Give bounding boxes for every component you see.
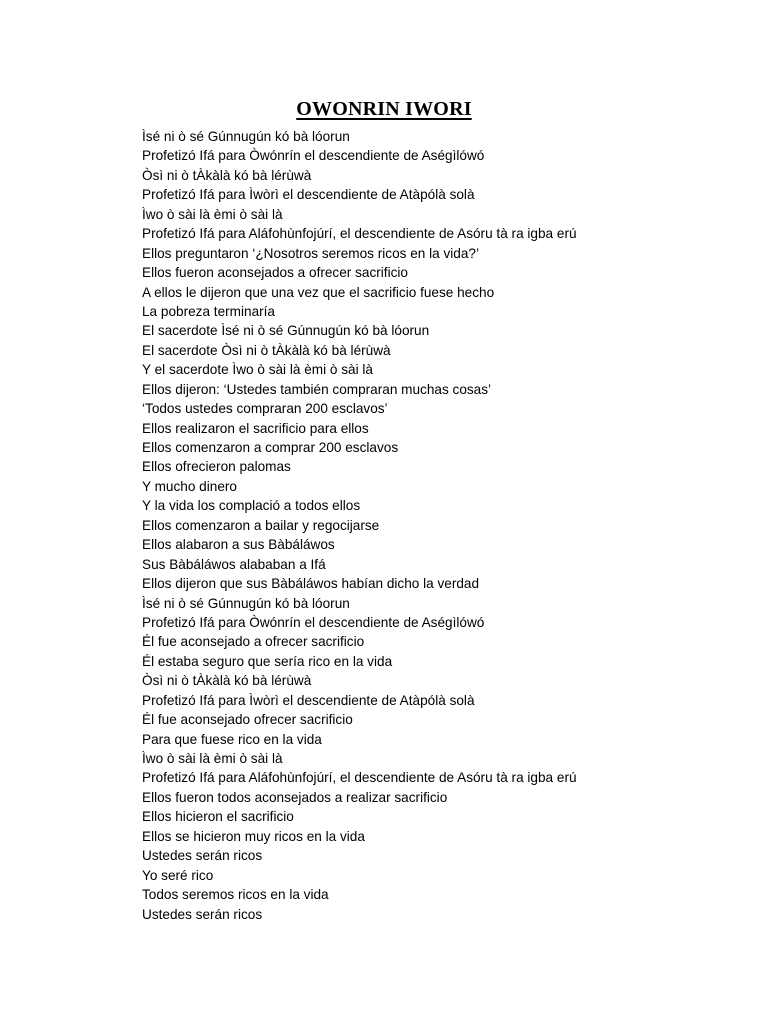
verse-line: Ustedes serán ricos [142, 906, 263, 922]
verse-line: Ìsé ni ò sé Gúnnugún kó bà lóorun [142, 129, 350, 144]
verse-line: El sacerdote Ìsé ni ò sé Gúnnugún kó bà lóorun [142, 323, 430, 339]
verse-text [142, 127, 742, 924]
verse-line: Profetizó Ifá para Òwónrín el descendiente de Aségìlówó [142, 614, 485, 630]
verse-line: Para que fuese rico en la vida [142, 731, 322, 747]
verse-line: ‘Todos ustedes compraran 200 esclavos’ [142, 401, 388, 417]
verse-line: Ellos hicieron el sacrificio [142, 809, 294, 825]
verse-line: Él estaba seguro que sería rico en la vida [142, 653, 393, 669]
verse-line: Ellos fueron aconsejados a ofrecer sacrificio [142, 265, 408, 281]
document-title: OWONRIN IWORI [296, 98, 472, 120]
verse-line: Ellos ofrecieron palomas [142, 459, 291, 475]
verse-line: Ellos alabaron a sus Bàbáláwos [142, 537, 335, 553]
verse-line: Profetizó Ifá para Aláfohùnfojúrí, el descendiente de Asóru tà ra igba erú [142, 226, 577, 242]
verse-line: Ellos comenzaron a comprar 200 esclavos [142, 440, 399, 455]
verse-line: Ellos fueron todos aconsejados a realizar sacrificio [142, 789, 448, 805]
verse-line: Ellos comenzaron a bailar y regocijarse [142, 517, 380, 533]
verse-line: Profetizó Ifá para Ìwòrì el descendiente de Atàpólà solà [142, 692, 475, 708]
verse-line: Profetizó Ifá para Òwónrín el descendiente de Aségìlówó [142, 148, 485, 164]
verse-line: Ellos preguntaron ‘¿Nosotros seremos ricos en la vida?’ [142, 245, 479, 261]
verse-line: Y el sacerdote Ìwo ò sài là èmi ò sài là [142, 362, 373, 378]
verse-line: El sacerdote Òsì ni ò tÀkàlà kó bà lérùwà [142, 342, 391, 358]
verse-line: Ìwo ò sài là èmi ò sài là [142, 751, 283, 766]
verse-line: Él fue aconsejado ofrecer sacrificio [142, 712, 353, 728]
verse-line: Ìsé ni ò sé Gúnnugún kó bà lóorun [142, 595, 350, 611]
verse-line: Profetizó Ifá para Ìwòrì el descendiente de Atàpólà solà [142, 187, 475, 203]
verse-line: Ustedes serán ricos [142, 848, 263, 864]
verse-line: Y la vida los complació a todos ellos [142, 498, 361, 514]
verse-line: Ellos realizaron el sacrificio para ellos [142, 420, 369, 436]
verse-line: Todos seremos ricos en la vida [142, 887, 329, 903]
verse-line: Yo seré rico [142, 867, 214, 883]
verse-line: Òsì ni ò tÀkàlà kó bà lérùwà [142, 673, 312, 689]
verse-line: Profetizó Ifá para Aláfohùnfojúrí, el descendiente de Asóru tà ra igba erú [142, 770, 577, 786]
verse-line: Ellos dijeron: ‘Ustedes también compraran muchas cosas’ [142, 381, 492, 397]
verse-line: Y mucho dinero [142, 478, 237, 494]
verse-line: Sus Bàbáláwos alababan a Ifá [142, 556, 326, 572]
verse-line: Ellos se hicieron muy ricos en la vida [142, 828, 365, 844]
verse-line: Él fue aconsejado a ofrecer sacrificio [142, 634, 365, 650]
verse-line: Ìwo ò sài là èmi ò sài là [142, 206, 283, 222]
verse-line: La pobreza terminaría [142, 303, 275, 319]
verse-line: Òsì ni ò tÀkàlà kó bà lérùwà [142, 167, 312, 183]
verse-line: Ellos dijeron que sus Bàbáláwos habían dicho la verdad [142, 576, 480, 592]
verse-line: A ellos le dijeron que una vez que el sacrificio fuese hecho [142, 284, 495, 300]
